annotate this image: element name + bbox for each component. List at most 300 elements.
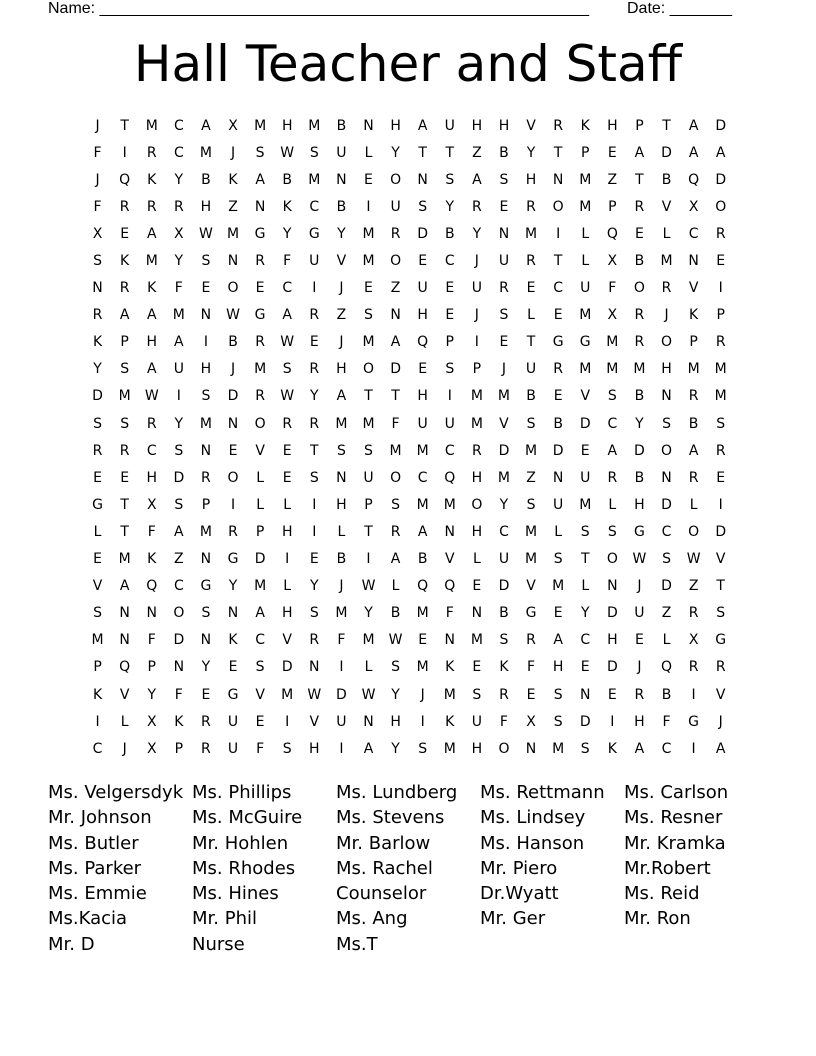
- grid-letter: T: [310, 442, 319, 459]
- grid-letter: E: [445, 280, 455, 297]
- grid-letter: M: [552, 740, 565, 757]
- grid-letter: S: [309, 605, 319, 622]
- grid-letter: Q: [444, 469, 456, 486]
- grid-letter: R: [201, 740, 211, 757]
- grid-letter: K: [607, 740, 617, 757]
- grid-letter: E: [634, 225, 644, 242]
- grid-letter: P: [255, 523, 265, 540]
- grid-letter: J: [95, 117, 100, 134]
- grid-letter: L: [662, 632, 671, 649]
- grid-letter: J: [664, 307, 669, 324]
- grid-letter: Y: [526, 144, 536, 161]
- grid-letter: D: [552, 442, 564, 459]
- grid-letter: G: [525, 605, 537, 622]
- grid-letter: H: [336, 496, 347, 513]
- grid-letter: I: [203, 334, 208, 351]
- grid-letter: J: [474, 253, 479, 270]
- grid-letter: I: [312, 523, 317, 540]
- grid-letter: I: [95, 713, 100, 730]
- grid-letter: C: [661, 740, 672, 757]
- grid-letter: L: [662, 225, 671, 242]
- grid-letter: V: [336, 253, 347, 270]
- grid-letter: E: [553, 388, 563, 405]
- grid-letter: X: [146, 713, 157, 730]
- grid-letter: R: [499, 280, 509, 297]
- grid-letter: Y: [472, 225, 482, 242]
- grid-letter: Z: [607, 171, 618, 188]
- page-title: Hall Teacher and Staff: [133, 35, 683, 93]
- grid-letter: H: [336, 361, 347, 378]
- grid-letter: A: [715, 144, 726, 161]
- grid-letter: R: [119, 198, 130, 215]
- grid-letter: C: [173, 144, 184, 161]
- grid-letter: T: [553, 253, 563, 270]
- grid-letter: I: [312, 496, 317, 513]
- grid-letter: G: [308, 225, 320, 242]
- grid-letter: A: [255, 171, 265, 188]
- grid-letter: J: [501, 361, 507, 378]
- grid-letter: A: [390, 551, 401, 568]
- grid-letter: P: [635, 117, 644, 134]
- grid-letter: N: [200, 551, 212, 568]
- grid-letter: M: [199, 144, 212, 161]
- grid-letter: R: [526, 632, 536, 649]
- grid-letter: N: [363, 713, 374, 730]
- grid-letter: H: [281, 117, 293, 134]
- grid-letter: A: [363, 740, 374, 757]
- grid-letter: F: [662, 713, 671, 730]
- name-field-line: Name: _______________________________________________________: [48, 0, 589, 17]
- grid-letter: D: [254, 551, 266, 568]
- grid-letter: H: [146, 469, 157, 486]
- grid-letter: O: [606, 551, 618, 568]
- grid-letter: E: [445, 307, 455, 324]
- grid-letter: E: [418, 632, 428, 649]
- grid-letter: A: [417, 523, 428, 540]
- grid-letter: A: [715, 740, 726, 757]
- grid-letter: M: [470, 632, 483, 649]
- grid-letter: M: [118, 551, 131, 568]
- grid-letter: E: [93, 551, 102, 568]
- grid-letter: S: [255, 144, 265, 161]
- word-list-item: Ms. Rettmann: [480, 782, 605, 803]
- grid-letter: N: [661, 469, 672, 486]
- grid-letter: N: [417, 171, 428, 188]
- grid-letter: M: [416, 605, 429, 622]
- grid-letter: R: [309, 307, 320, 324]
- grid-letter: T: [391, 388, 400, 405]
- grid-letter: N: [363, 117, 374, 134]
- grid-letter: U: [336, 144, 347, 161]
- grid-letter: H: [525, 171, 537, 188]
- grid-letter: G: [227, 551, 239, 568]
- grid-letter: I: [176, 388, 181, 405]
- grid-letter: M: [470, 388, 483, 405]
- grid-letter: A: [174, 334, 184, 351]
- grid-letter: A: [255, 605, 265, 622]
- grid-letter: M: [579, 361, 592, 378]
- grid-letter: J: [637, 659, 642, 676]
- grid-letter: M: [335, 415, 348, 432]
- grid-letter: D: [661, 144, 672, 161]
- grid-letter: F: [445, 605, 454, 622]
- grid-letter: X: [92, 225, 103, 242]
- grid-letter: I: [339, 659, 344, 676]
- grid-letter: L: [283, 496, 292, 513]
- grid-letter: R: [309, 632, 320, 649]
- date-field-line: Date: _______: [627, 0, 732, 17]
- grid-letter: Y: [310, 578, 319, 595]
- grid-letter: Y: [499, 496, 509, 513]
- grid-letter: X: [174, 225, 184, 242]
- grid-letter: M: [416, 496, 429, 513]
- grid-letter: I: [718, 496, 723, 513]
- grid-letter: D: [606, 605, 618, 622]
- grid-letter: O: [715, 198, 727, 215]
- grid-letter: L: [256, 496, 265, 513]
- grid-letter: F: [283, 253, 292, 270]
- grid-letter: L: [364, 144, 373, 161]
- grid-letter: N: [688, 253, 699, 270]
- grid-letter: D: [661, 496, 672, 513]
- grid-letter: B: [444, 225, 455, 242]
- grid-letter: Y: [201, 659, 211, 676]
- grid-letter: E: [282, 469, 292, 486]
- grid-letter: E: [201, 280, 211, 297]
- grid-letter: V: [282, 632, 292, 649]
- grid-letter: W: [280, 388, 295, 405]
- grid-letter: U: [417, 415, 428, 432]
- grid-letter: L: [283, 578, 292, 595]
- grid-letter: H: [634, 713, 645, 730]
- grid-letter: K: [580, 117, 590, 134]
- grid-letter: M: [362, 253, 375, 270]
- grid-letter: G: [552, 334, 564, 351]
- grid-letter: H: [146, 334, 157, 351]
- grid-letter: O: [498, 740, 510, 757]
- grid-letter: D: [390, 361, 401, 378]
- grid-letter: L: [93, 523, 102, 540]
- grid-letter: Y: [391, 144, 400, 161]
- grid-letter: R: [282, 415, 293, 432]
- grid-letter: E: [526, 280, 536, 297]
- grid-letter: S: [418, 740, 428, 757]
- grid-letter: N: [336, 171, 347, 188]
- grid-letter: C: [309, 198, 320, 215]
- word-list-item: Mr. Hohlen: [192, 832, 289, 854]
- grid-letter: A: [417, 117, 428, 134]
- grid-letter: J: [718, 713, 723, 730]
- grid-letter: F: [608, 280, 617, 297]
- word-list-item: Ms. Resner: [624, 807, 723, 829]
- grid-letter: D: [281, 659, 293, 676]
- word-list-item: Mr. Phil: [192, 908, 257, 930]
- grid-letter: O: [362, 361, 374, 378]
- grid-letter: B: [282, 171, 292, 188]
- grid-letter: M: [362, 415, 375, 432]
- grid-letter: M: [416, 442, 429, 459]
- grid-letter: D: [92, 388, 103, 405]
- grid-letter: S: [499, 632, 509, 649]
- grid-letter: A: [119, 578, 130, 595]
- grid-letter: H: [471, 469, 483, 486]
- grid-letter: G: [200, 578, 212, 595]
- grid-letter: C: [282, 280, 293, 297]
- grid-letter: N: [579, 686, 591, 703]
- grid-letter: R: [661, 280, 672, 297]
- grid-letter: P: [716, 307, 725, 324]
- grid-letter: R: [715, 659, 726, 676]
- grid-letter: W: [686, 551, 701, 568]
- grid-letter: R: [309, 415, 320, 432]
- word-list-item: Ms. Rachel: [336, 857, 433, 879]
- grid-letter: I: [691, 686, 696, 703]
- grid-letter: Z: [661, 605, 672, 622]
- grid-letter: H: [200, 198, 212, 215]
- grid-letter: O: [688, 523, 700, 540]
- grid-letter: I: [230, 496, 236, 513]
- grid-letter: S: [309, 144, 319, 161]
- grid-letter: R: [634, 307, 645, 324]
- grid-letter: S: [526, 496, 536, 513]
- grid-letter: M: [525, 225, 538, 242]
- grid-letter: T: [662, 117, 671, 134]
- grid-letter: H: [281, 605, 293, 622]
- grid-letter: E: [553, 307, 563, 324]
- grid-letter: R: [309, 361, 320, 378]
- grid-letter: M: [362, 632, 375, 649]
- grid-letter: V: [92, 578, 103, 595]
- grid-letter: S: [120, 415, 130, 432]
- grid-letter: K: [147, 551, 157, 568]
- grid-letter: W: [144, 388, 159, 405]
- grid-letter: E: [282, 442, 292, 459]
- grid-letter: G: [633, 523, 645, 540]
- grid-letter: P: [364, 496, 373, 513]
- grid-letter: H: [552, 659, 564, 676]
- grid-letter: M: [525, 523, 538, 540]
- grid-letter: S: [499, 307, 509, 324]
- grid-letter: S: [255, 659, 265, 676]
- grid-letter: F: [147, 523, 156, 540]
- grid-letter: U: [309, 253, 320, 270]
- grid-letter: W: [280, 334, 295, 351]
- grid-letter: I: [312, 280, 317, 297]
- grid-letter: R: [255, 388, 265, 405]
- grid-letter: H: [607, 632, 618, 649]
- grid-letter: U: [471, 280, 482, 297]
- grid-letter: I: [610, 713, 615, 730]
- grid-letter: N: [661, 388, 672, 405]
- grid-letter: S: [201, 605, 211, 622]
- grid-letter: E: [201, 686, 211, 703]
- grid-letter: C: [417, 469, 428, 486]
- grid-letter: Q: [417, 578, 429, 595]
- grid-letter: R: [146, 198, 157, 215]
- grid-letter: J: [474, 307, 479, 324]
- grid-letter: R: [526, 198, 536, 215]
- grid-letter: L: [689, 496, 698, 513]
- grid-letter: S: [580, 740, 590, 757]
- word-list-item: Ms. Lundberg: [336, 782, 458, 803]
- grid-letter: R: [688, 659, 699, 676]
- grid-letter: A: [119, 307, 130, 324]
- grid-letter: V: [526, 578, 536, 595]
- word-list-item: Counselor: [336, 883, 427, 905]
- grid-letter: M: [497, 469, 510, 486]
- grid-letter: B: [228, 334, 238, 351]
- grid-letter: O: [173, 605, 185, 622]
- grid-letter: B: [634, 469, 645, 486]
- grid-letter: N: [471, 605, 483, 622]
- word-search-grid: [84, 112, 734, 762]
- grid-letter: R: [119, 280, 130, 297]
- grid-letter: S: [309, 469, 319, 486]
- grid-letter: R: [146, 144, 157, 161]
- grid-letter: N: [390, 307, 401, 324]
- grid-letter: I: [285, 551, 290, 568]
- grid-letter: C: [255, 632, 265, 649]
- grid-letter: F: [499, 713, 508, 730]
- grid-letter: V: [661, 198, 672, 215]
- grid-letter: B: [688, 415, 699, 432]
- word-list-item: Ms. Carlson: [624, 782, 729, 803]
- grid-letter: M: [579, 198, 592, 215]
- word-list-item: Ms. Emmie: [48, 883, 147, 905]
- grid-letter: G: [254, 307, 266, 324]
- grid-letter: R: [228, 523, 238, 540]
- grid-letter: Q: [606, 225, 618, 242]
- word-list-item: Mr. D: [48, 933, 95, 955]
- grid-letter: B: [499, 144, 509, 161]
- grid-letter: L: [581, 253, 590, 270]
- grid-letter: T: [580, 551, 590, 568]
- grid-letter: F: [337, 632, 346, 649]
- grid-letter: R: [715, 334, 726, 351]
- grid-letter: A: [390, 334, 401, 351]
- grid-letter: H: [200, 361, 212, 378]
- word-list-item: Ms. Stevens: [336, 807, 445, 829]
- grid-letter: O: [552, 198, 564, 215]
- grid-letter: Z: [688, 578, 699, 595]
- grid-letter: A: [607, 442, 618, 459]
- grid-letter: S: [391, 659, 401, 676]
- grid-letter: N: [227, 605, 239, 622]
- grid-letter: D: [579, 713, 591, 730]
- grid-letter: S: [607, 388, 617, 405]
- grid-letter: R: [255, 253, 265, 270]
- grid-letter: R: [471, 442, 482, 459]
- grid-letter: E: [472, 578, 482, 595]
- grid-letter: M: [91, 632, 104, 649]
- grid-letter: M: [362, 334, 375, 351]
- grid-letter: Z: [390, 280, 401, 297]
- word-list-item: Mr. Ger: [480, 908, 546, 930]
- grid-letter: Q: [688, 171, 700, 188]
- grid-letter: U: [417, 280, 428, 297]
- word-list-item: Mr. Barlow: [336, 832, 431, 854]
- word-list-item: Ms. Butler: [48, 832, 139, 854]
- grid-letter: S: [174, 442, 184, 459]
- grid-letter: H: [281, 523, 293, 540]
- word-list-item: Ms.Kacia: [48, 908, 128, 930]
- grid-letter: X: [607, 307, 618, 324]
- word-list-item: Ms. Rhodes: [192, 857, 296, 879]
- grid-letter: M: [308, 117, 321, 134]
- grid-letter: H: [390, 713, 401, 730]
- grid-letter: Y: [364, 605, 373, 622]
- grid-letter: K: [228, 632, 238, 649]
- word-list-item: Mr. Kramka: [624, 832, 726, 854]
- grid-letter: S: [607, 523, 617, 540]
- grid-letter: X: [688, 632, 699, 649]
- grid-letter: W: [632, 551, 647, 568]
- grid-letter: L: [581, 225, 590, 242]
- grid-letter: J: [339, 334, 344, 351]
- grid-letter: H: [498, 117, 510, 134]
- grid-letter: O: [227, 469, 239, 486]
- grid-letter: Z: [174, 551, 184, 568]
- grid-letter: M: [199, 415, 212, 432]
- grid-letter: V: [444, 551, 455, 568]
- grid-letter: S: [174, 496, 184, 513]
- grid-letter: M: [226, 225, 240, 242]
- grid-letter: I: [718, 280, 723, 297]
- grid-letter: Q: [119, 171, 131, 188]
- grid-letter: M: [687, 361, 700, 378]
- grid-letter: E: [716, 253, 726, 270]
- grid-letter: B: [526, 388, 536, 405]
- grid-letter: U: [444, 117, 455, 134]
- grid-letter: L: [337, 523, 346, 540]
- grid-letter: D: [661, 578, 672, 595]
- grid-letter: C: [499, 523, 509, 540]
- grid-letter: B: [336, 117, 347, 134]
- grid-letter: Y: [147, 686, 157, 703]
- grid-letter: D: [173, 469, 185, 486]
- grid-letter: Q: [444, 578, 456, 595]
- grid-letter: S: [364, 442, 373, 459]
- word-list-item: Ms. Parker: [48, 857, 142, 879]
- grid-letter: M: [552, 578, 565, 595]
- grid-letter: S: [418, 198, 428, 215]
- grid-letter: T: [120, 496, 129, 513]
- grid-letter: S: [716, 415, 726, 432]
- grid-letter: S: [93, 605, 102, 622]
- grid-letter: H: [607, 117, 618, 134]
- grid-letter: W: [199, 225, 213, 242]
- grid-letter: U: [553, 496, 564, 513]
- grid-letter: M: [660, 253, 673, 270]
- grid-letter: D: [173, 632, 185, 649]
- grid-letter: Z: [228, 198, 238, 215]
- grid-letter: U: [634, 605, 645, 622]
- grid-letter: L: [391, 578, 400, 595]
- grid-letter: O: [390, 253, 402, 270]
- grid-letter: P: [608, 198, 617, 215]
- grid-letter: R: [173, 198, 184, 215]
- grid-letter: R: [688, 388, 699, 405]
- word-list: [48, 780, 768, 957]
- grid-letter: M: [525, 551, 538, 568]
- grid-letter: S: [445, 361, 455, 378]
- grid-letter: E: [418, 253, 428, 270]
- grid-letter: N: [254, 198, 266, 215]
- grid-letter: N: [607, 578, 618, 595]
- grid-letter: I: [691, 740, 696, 757]
- grid-letter: V: [688, 280, 699, 297]
- word-list-item: Ms. Phillips: [192, 782, 292, 803]
